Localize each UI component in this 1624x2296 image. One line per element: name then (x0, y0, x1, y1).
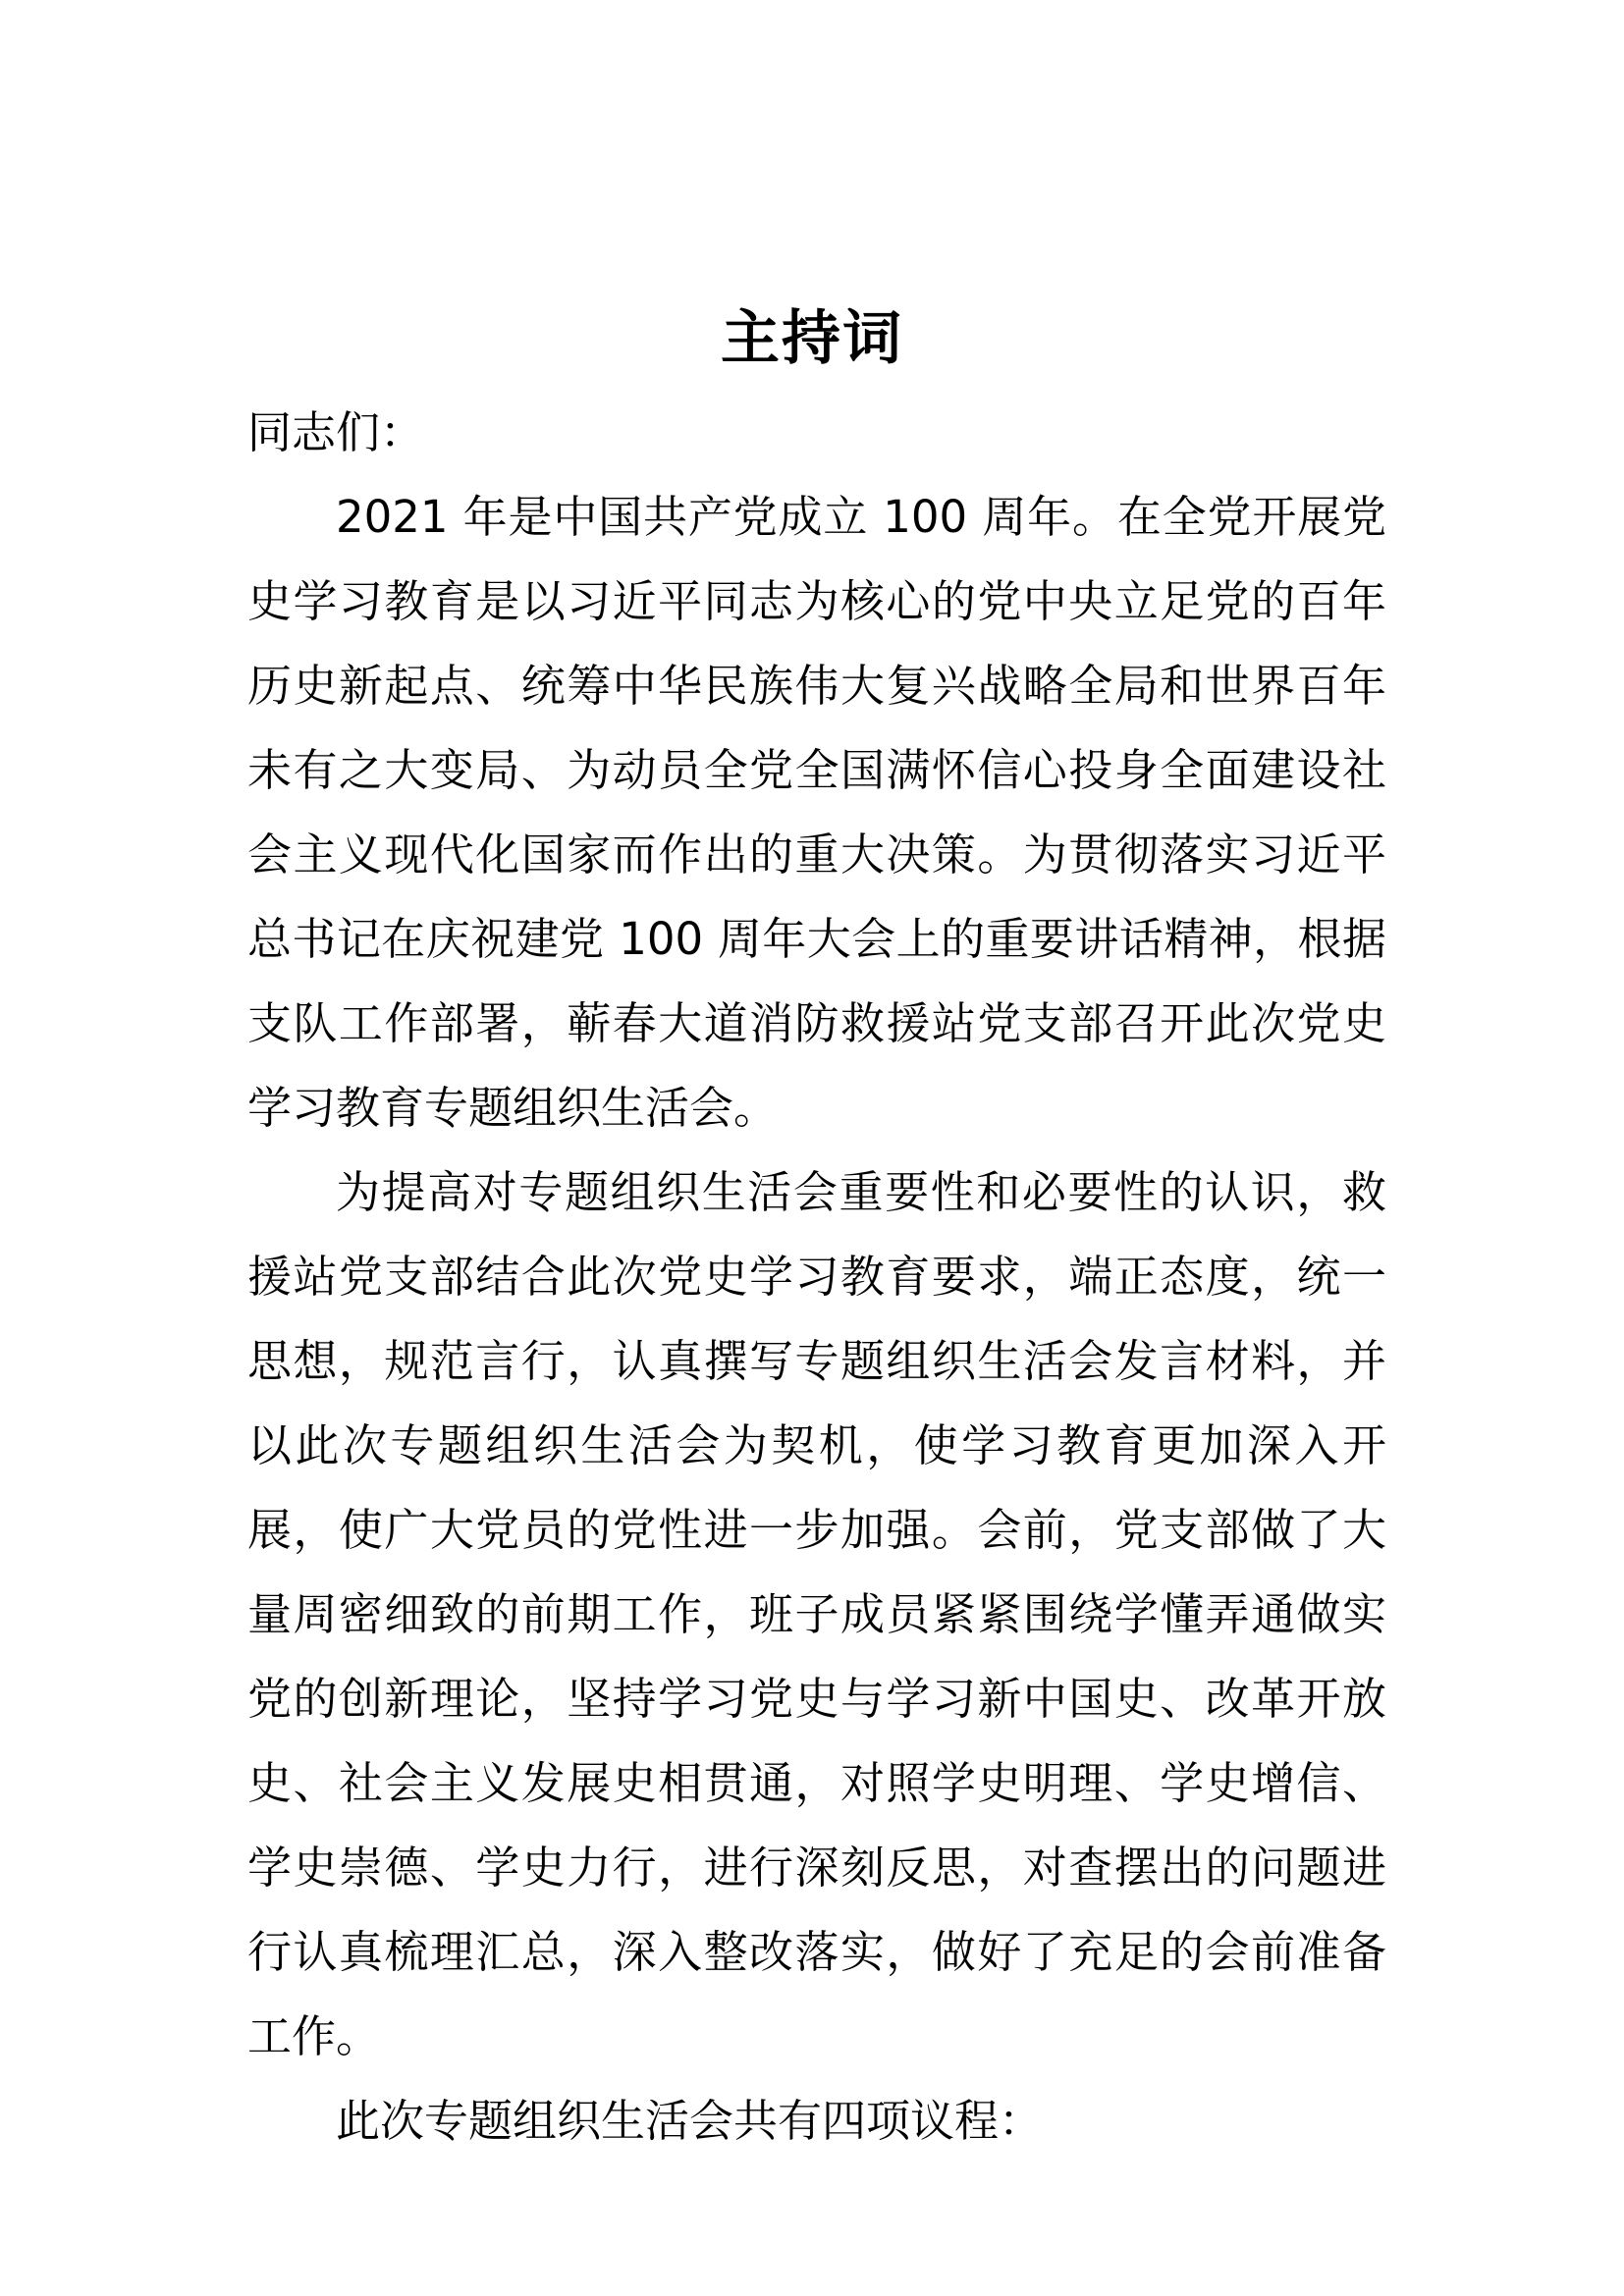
document-title: 主持词 (721, 304, 903, 373)
salutation: 同志们： (247, 406, 425, 458)
paragraph-1: 2021 年是中国共产党成立 100 周年。在全党开展党史学习教育是以习近平同志为核心的党中央立足党的百年历史新起点、统筹中华民族伟大复兴战略全局和世界百年未有之大变局、为动员全党全国满怀信心投身全面建设社会主义现代化国家而作出的重大决策。为贯彻落实习近平总书记在庆祝建党 100 周年大会上的重要讲话精神，根据支队工作部署，蕲春大道消防救援站党支部召开此次党史学习教育专题组织生活会。 (247, 491, 1386, 1134)
paragraph-2: 为提高对专题组织生活会重要性和必要性的认识，救援站党支部结合此次党史学习教育要求，端正态度，统一思想，规范言行，认真撰写专题组织生活会发言材料，并以此次专题组织生活会为契机，使学习教育更加深入开展，使广大党员的党性进一步加强。会前，党支部做了大量周密细致的前期工作，班子成员紧紧围绕学懂弄通做实党的创新理论，坚持学习党史与学习新中国史、改革开放史、社会主义发展史相贯通，对照学史明理、学史增信、学史崇德、学史力行，进行深刻反思，对查摆出的问题进行认真梳理汇总，深入整改落实，做好了充足的会前准备工作。 (247, 1166, 1386, 2062)
document-body (247, 391, 1386, 2163)
paragraph-3: 此次专题组织生活会共有四项议程： (336, 2095, 1044, 2147)
